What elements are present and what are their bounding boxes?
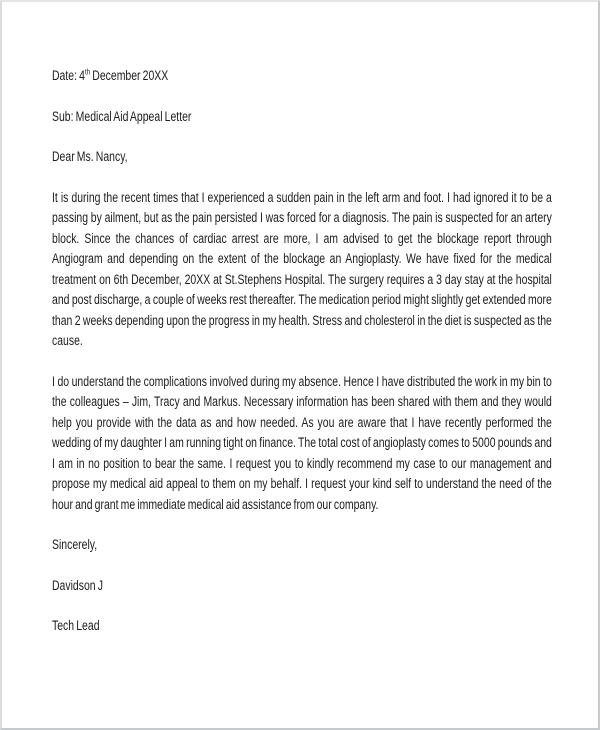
salutation: Dear Ms. Nancy, bbox=[52, 149, 128, 164]
body-paragraph-1: It is during the recent times that I experienced a sudden pain in the left arm and foot. I had ignored it to be a passing by ailment, but as the pain persisted I was forced for a diagnosis. The pain is suspected for an artery block. Since the chances of cardiac arrest are more, I am advised to get the blockage report through Angiogram and depending on the extent of the blockage an Angioplasty. We have fixed for the medical treatment on 6th December, 20XX at St.Stephens Hospital. The surgery requires a 3 day stay at the hospital and post discharge, a couple of weeks rest thereafter. The medication period might slightly get extended more than 2 weeks depending upon the progress in my health. Stress and cholesterol in the diet is suspected as the cause. bbox=[52, 189, 552, 348]
body-paragraph-2: I do understand the complications involved during my absence. Hence I have distributed the work in my bin to the colleagues – Jim, Tracy and Markus. Necessary information has been shared with them and they would help you provide with the data as and how needed. As you are aware that I have recently performed the wedding of my daughter I am running tight on finance. The total cost of angioplasty comes to 5000 pounds and I am in no position to bear the same. I request you to kindly recommend my case to our management and propose my medical aid appeal to them on my behalf. I request your kind self to understand the need of the hour and grant me immediate medical aid assistance from our company. bbox=[52, 373, 552, 512]
date-text-rest: December 20XX bbox=[90, 68, 169, 83]
letter-content bbox=[52, 66, 552, 637]
closing: Sincerely, bbox=[52, 537, 98, 552]
date-line bbox=[52, 66, 552, 87]
date-ordinal-suffix: th bbox=[84, 67, 91, 77]
subject-line: Sub: Medical Aid Appeal Letter bbox=[52, 108, 192, 124]
signature-name: Davidson J bbox=[52, 577, 103, 593]
date-text: Date: 4 bbox=[52, 68, 85, 83]
signature-title: Tech Lead bbox=[52, 618, 100, 633]
